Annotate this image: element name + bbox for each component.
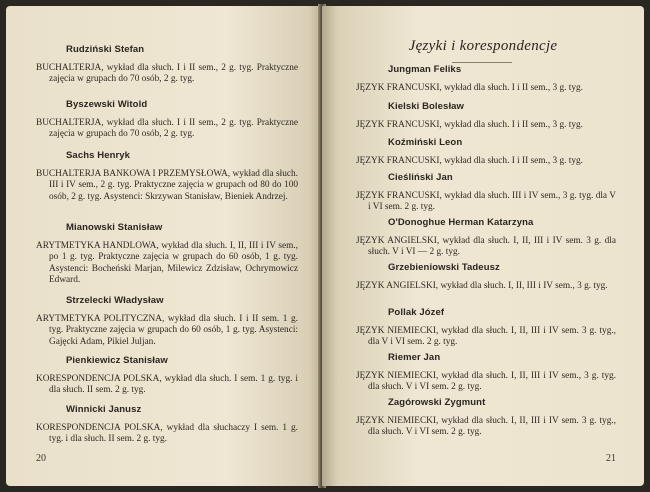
right-page — [322, 6, 644, 486]
entry-riemer — [356, 352, 616, 394]
left-page — [6, 6, 322, 486]
entry-mianowski — [36, 222, 298, 287]
course-description: JĘZYK FRANCUSKI, wykład dla słuch. III i IV sem., 3 g. tyg. dla V i VI sem. 2 g. tyg. — [356, 191, 616, 213]
course-description: JĘZYK ANGIELSKI, wykład dla słuch. I, II, III i IV sem., 3 g. tyg. — [356, 281, 608, 291]
lecturer-name: Byszewski Witold — [66, 99, 148, 110]
entry-winnicki — [36, 404, 298, 446]
course-description: BUCHALTERJA BANKOWA I PRZEMYSŁOWA, wykład dla słuch. III i IV sem., 2 g. tyg. Praktyczne zajęcia w grupach od 80 do 100 osób, 2 g. tyg. Asystenci: Skrzywan Stanisław, Bieniek Andrzej. — [36, 169, 298, 202]
entry-zagorowski — [356, 397, 616, 439]
course-description: JĘZYK ANGIELSKI, wykład dla słuch. I, II, III i IV sem. 3 g. dla słuch. V i VI — 2 g. tyg. — [356, 236, 616, 258]
entry-grzebieniowski — [356, 262, 616, 292]
course-description: KORESPONDENCJA POLSKA, wykład dla słuchaczy I sem. 1 g. tyg. i dla słuch. II sem. 2 g. tyg. — [36, 423, 298, 445]
course-description: JĘZYK FRANCUSKI, wykład dla słuch. I i II sem., 3 g. tyg. — [356, 83, 583, 93]
course-description: BUCHALTERJA, wykład dla słuch. I i II sem., 2 g. tyg. Praktyczne zajęcia w grupach do 70 osób, 2 g. tyg. — [36, 118, 298, 140]
entry-pienkiewicz — [36, 355, 298, 397]
course-description: JĘZYK NIEMIECKI, wykład dla słuch. I, II, III i IV sem. 3 g. tyg., dla słuch. V i VI sem. 2 g. tyg. — [356, 416, 616, 438]
lecturer-name: Pienkiewicz Stanisław — [66, 355, 168, 366]
lecturer-name: Kielski Bolesław — [388, 101, 465, 112]
course-description: JĘZYK FRANCUSKI, wykład dla słuch. I i II sem., 3 g. tyg. — [356, 120, 583, 130]
lecturer-name: O'Donoghue Herman Katarzyna — [388, 217, 534, 228]
entry-kozminski — [356, 137, 616, 167]
entry-jungman — [356, 64, 616, 94]
course-description: ARYTMETYKA POLITYCZNA, wykład dla słuch. I i II sem. 1 g. tyg. Praktyczne zajęcia w grupach do 60 osób, 1 g. tyg. Asystenci: Gajęcki Adam, Pikiel Juljan. — [36, 314, 298, 347]
lecturer-name: Rudziński Stefan — [66, 44, 145, 55]
entry-byszewski — [36, 99, 298, 141]
lecturer-name: Riemer Jan — [388, 352, 441, 363]
lecturer-name: Pollak Józef — [388, 307, 445, 318]
entry-strzelecki — [36, 295, 298, 348]
lecturer-name: Cieśliński Jan — [388, 172, 453, 183]
course-description: JĘZYK NIEMIECKI, wykład dla słuch. I, II, III i IV sem., 3 g. tyg. dla słuch. V i VI sem. 2 g. tyg. — [356, 371, 616, 393]
course-description: JĘZYK FRANCUSKI, wykład dla słuch. I i II sem., 3 g. tyg. — [356, 156, 583, 166]
entry-kielski — [356, 101, 616, 131]
lecturer-name: Grzebieniowski Tadeusz — [388, 262, 500, 273]
entry-odonoghue — [356, 217, 616, 259]
course-description: JĘZYK NIEMIECKI, wykład dla słuch. I, II, III i IV sem. 3 g. tyg., dla V i VI sem. 2 g. tyg. — [356, 326, 616, 348]
entry-sachs — [36, 150, 298, 203]
lecturer-name: Koźmiński Leon — [388, 137, 463, 148]
lecturer-name: Jungman Feliks — [388, 64, 462, 75]
entry-pollak — [356, 307, 616, 349]
lecturer-name: Mianowski Stanisław — [66, 222, 163, 233]
entry-ceslinski — [356, 172, 616, 214]
section-heading: Języki i korespondencje — [408, 38, 558, 54]
lecturer-name: Sachs Henryk — [66, 150, 131, 161]
page-number: 20 — [36, 453, 46, 464]
lecturer-name: Winnicki Janusz — [66, 404, 142, 415]
lecturer-name: Strzelecki Władysław — [66, 295, 164, 306]
course-description: KORESPONDENCJA POLSKA, wykład dla słuch. I sem. 1 g. tyg. i dla słuch. II sem. 2 g. tyg. — [36, 374, 298, 396]
lecturer-name: Zagórowski Zygmunt — [388, 397, 486, 408]
entry-rudzinski — [36, 44, 298, 86]
course-description: BUCHALTERJA, wykład dla słuch. I i II sem., 2 g. tyg. Praktyczne zajęcia w grupach do 70 osób, 2 g. tyg. — [36, 63, 298, 85]
page-number: 21 — [606, 453, 616, 464]
course-description: ARYTMETYKA HANDLOWA, wykład dla słuch. I, II, III i IV sem., po 1 g. tyg. Praktyczne zajęcia w grupach do 60 osób, 1 g. tyg. Asystenci: Bocheński Marjan, Milewicz Zdzisław, Ochrymowicz Edward. — [36, 241, 298, 286]
